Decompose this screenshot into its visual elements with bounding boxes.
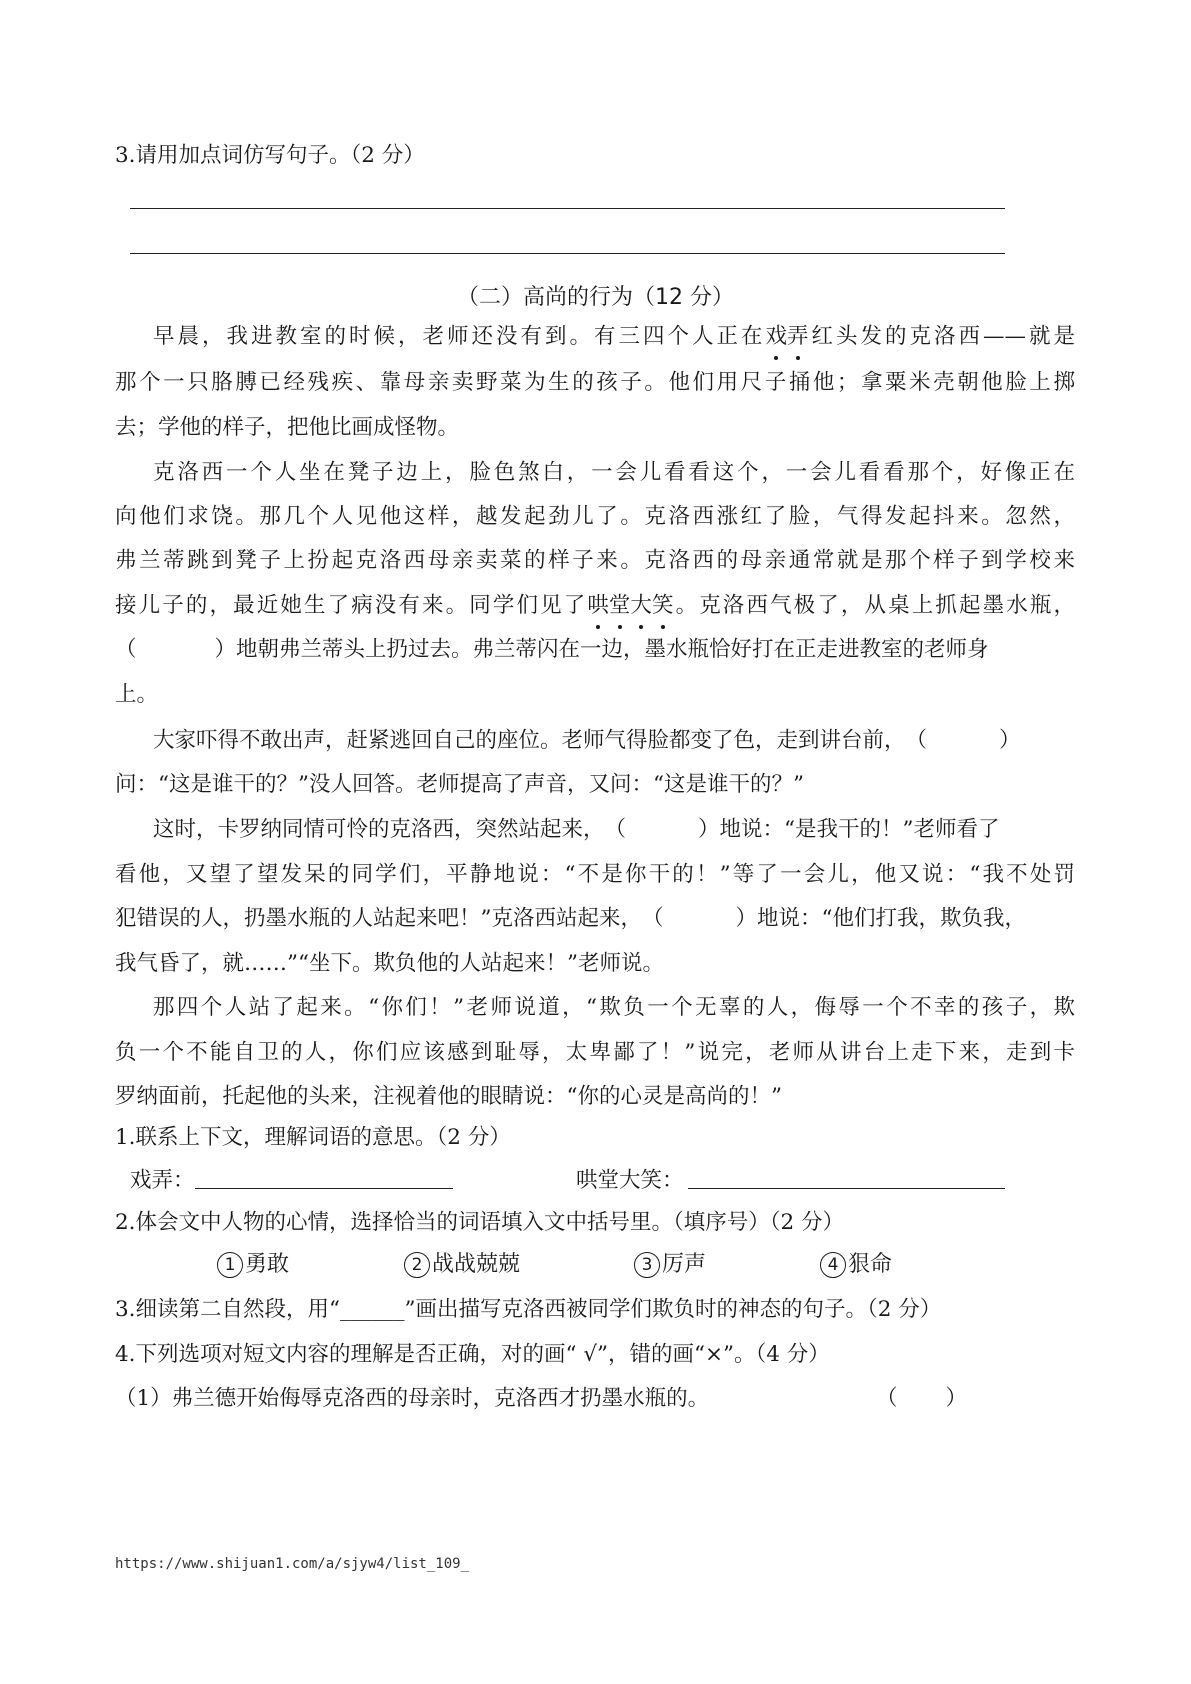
section-title: （二）高尚的行为（12 分）	[457, 285, 734, 310]
blank-open: （	[876, 1386, 898, 1411]
blank-open: （	[604, 817, 627, 842]
p2-text-a: 接儿子的，最近她生了病没有来。同学们见了	[115, 593, 588, 618]
question-2: 2.体会文中人物的心情，选择恰当的词语填入文中括号里。（填序号）（2 分）	[115, 1210, 845, 1235]
paragraph-4-line-1	[153, 815, 1075, 845]
p4-text-b: 地说：“他们打我，欺负我，	[757, 906, 1027, 931]
option-number: 1	[217, 1252, 243, 1278]
paragraph-4-line-3	[115, 904, 1075, 934]
paragraph-2-line-5	[115, 635, 1075, 665]
q1-word-2-label: 哄堂大笑：	[576, 1168, 684, 1193]
option-4	[820, 1250, 892, 1280]
dotted-char: 弄	[787, 322, 809, 352]
option-number: 4	[820, 1252, 846, 1278]
option-number: 3	[634, 1252, 660, 1278]
footer-url[interactable]: https://www.shijuan1.com/a/sjyw4/list_109_	[115, 1556, 470, 1572]
paragraph-3-line-1	[153, 726, 1075, 756]
dotted-char: 大	[630, 591, 652, 621]
q1-word-1-label: 戏弄：	[130, 1168, 195, 1193]
paragraph-3-line-2: 问：“这是谁干的？”没人回答。老师提高了声音，又问：“这是谁干的？”	[115, 772, 804, 797]
option-text: 狠命	[848, 1252, 893, 1277]
p2-text: 地朝弗兰蒂头上扔过去。弗兰蒂闪在一边，墨水瓶恰好打在正走进教室的老师身	[236, 637, 989, 662]
p4-text-b: 地说：“是我干的！”老师看了	[719, 817, 1000, 842]
p2-text-b: 。克洛西气极了，从桌上抓起墨水瓶，	[673, 593, 1075, 618]
paragraph-5-line-1: 那四个人站了起来。“你们！”老师说道，“欺负一个无辜的人，侮辱一个不幸的孩子，欺	[153, 995, 1075, 1020]
blank-close: ）	[698, 817, 720, 842]
q1-word-1	[130, 1166, 195, 1196]
blank-close: ）	[735, 906, 758, 931]
q4-item-1-answer[interactable]	[876, 1384, 967, 1414]
option-3	[634, 1250, 706, 1280]
blank-open: （	[642, 906, 664, 931]
q1-answer-line-1[interactable]	[195, 1188, 453, 1189]
option-text: 勇敢	[245, 1252, 290, 1277]
option-text: 战战兢兢	[432, 1252, 521, 1277]
paragraph-1-line-1	[115, 322, 1075, 352]
dotted-char: 哄	[587, 591, 609, 621]
blank-close: ）	[945, 1386, 968, 1411]
option-number: 2	[404, 1252, 430, 1278]
blank-open: （	[905, 728, 928, 753]
question-4: 4.下列选项对短文内容的理解是否正确，对的画“ √”，错的画“×”。（4 分）	[115, 1342, 830, 1367]
answer-line-2[interactable]	[130, 253, 1005, 254]
blank-open: （	[115, 637, 137, 662]
p3-text: 大家吓得不敢出声，赶紧逃回自己的座位。老师气得脸都变了色，走到讲台前，	[153, 728, 906, 753]
paragraph-5-line-2: 负一个不能自卫的人，你们应该感到耻辱，太卑鄙了！”说完，老师从讲台上走下来，走到卡	[115, 1040, 1075, 1065]
p4-text-a: 犯错误的人，扔墨水瓶的人站起来吧！”克洛西站起来，	[115, 906, 642, 931]
paragraph-1-line-2: 那个一只胳膊已经残疾、靠母亲卖野菜为生的孩子。他们用尺子捅他；拿粟米壳朝他脸上掷	[115, 370, 1075, 395]
blank-close: ）	[214, 637, 237, 662]
blank-close: ）	[999, 728, 1021, 753]
option-1	[217, 1250, 289, 1280]
option-2	[404, 1250, 520, 1280]
paragraph-4-line-2: 看他，又望了望发呆的同学们，平静地说：“不是你干的！”等了一会儿，他又说：“我不处罚	[115, 862, 1075, 887]
q1-answer-line-2[interactable]	[688, 1188, 1005, 1189]
paragraph-1-line-3: 去；学他的样子，把他比画成怪物。	[115, 415, 460, 440]
question-3-prev: 3.请用加点词仿写句子。（2 分）	[115, 143, 425, 168]
paragraph-2-line-3: 弗兰蒂跳到凳子上扮起克洛西母亲卖菜的样子来。克洛西的母亲通常就是那个样子到学校来	[115, 548, 1075, 573]
question-3: 3.细读第二自然段，用“______”画出描写克洛西被同学们欺负时的神态的句子。（2 分）	[115, 1297, 942, 1322]
paragraph-4-line-4: 我气昏了，就……”“坐下。欺负他的人站起来！”老师说。	[115, 951, 664, 976]
dotted-char: 笑	[652, 591, 674, 621]
option-text: 厉声	[662, 1252, 707, 1277]
question-1: 1.联系上下文，理解词语的意思。（2 分）	[115, 1125, 511, 1150]
q1-word-2	[576, 1166, 684, 1196]
answer-line-1[interactable]	[130, 208, 1005, 209]
paragraph-2-line-6: 上。	[115, 682, 159, 707]
paragraph-5-line-3: 罗纳面前，托起他的头来，注视着他的眼睛说：“你的心灵是高尚的！”	[115, 1084, 782, 1109]
paragraph-2-line-2: 向他们求饶。那几个人见他这样，越发起劲儿了。克洛西涨红了脸，气得发起抖来。忽然，	[115, 504, 1075, 529]
paragraph-2-line-1: 克洛西一个人坐在凳子边上，脸色煞白，一会儿看看这个，一会儿看看那个，好像正在	[153, 460, 1075, 485]
dotted-char: 堂	[609, 591, 631, 621]
paragraph-2-line-4	[115, 591, 1075, 621]
question-4-item-1: （1）弗兰德开始侮辱克洛西的母亲时，克洛西才扔墨水瓶的。	[115, 1386, 710, 1411]
p1-text-b: 红头发的克洛西——就是	[808, 324, 1075, 349]
p1-text-a: 早晨，我进教室的时候，老师还没有到。有三四个人正在	[153, 324, 766, 349]
dotted-char: 戏	[765, 322, 787, 352]
p4-text-a: 这时，卡罗纳同情可怜的克洛西，突然站起来，	[153, 817, 605, 842]
